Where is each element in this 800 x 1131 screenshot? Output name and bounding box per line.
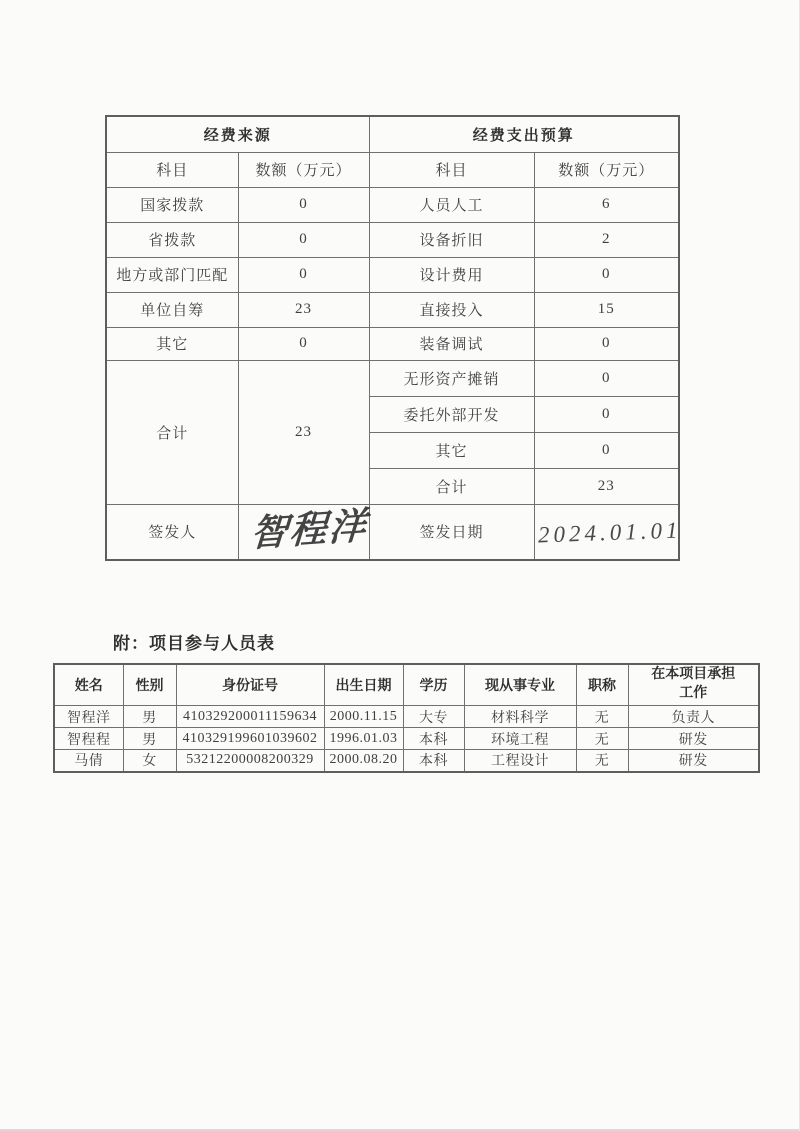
expense-item-label: 其它 bbox=[369, 432, 534, 468]
budget-row bbox=[106, 360, 679, 396]
person-id-number: 410329200011159634 bbox=[176, 706, 324, 728]
issuer-signature-cell bbox=[238, 504, 369, 560]
source-item-label: 地方或部门匹配 bbox=[106, 257, 238, 292]
expense-item-value: 0 bbox=[534, 257, 679, 292]
budget-expense-header: 经费支出预算 bbox=[369, 116, 679, 152]
source-item-value: 0 bbox=[238, 222, 369, 257]
col-header-birthdate: 出生日期 bbox=[324, 664, 403, 706]
source-item-value: 0 bbox=[238, 187, 369, 222]
person-birthdate: 2000.08.20 bbox=[324, 750, 403, 772]
person-id-number: 53212200008200329 bbox=[176, 750, 324, 772]
budget-row bbox=[106, 187, 679, 222]
person-project-role: 研发 bbox=[628, 728, 759, 750]
source-item-value: 23 bbox=[238, 292, 369, 327]
expense-amount-label: 数额（万元） bbox=[534, 152, 679, 187]
person-name: 智程洋 bbox=[54, 706, 123, 728]
person-title: 无 bbox=[576, 706, 628, 728]
person-birthdate: 1996.01.03 bbox=[324, 728, 403, 750]
source-item-value: 0 bbox=[238, 257, 369, 292]
issue-date-label: 签发日期 bbox=[369, 504, 534, 560]
col-header-title: 职称 bbox=[576, 664, 628, 706]
expense-subject-label: 科目 bbox=[369, 152, 534, 187]
expense-item-label: 直接投入 bbox=[369, 292, 534, 327]
person-education: 本科 bbox=[403, 750, 464, 772]
expense-item-label: 设计费用 bbox=[369, 257, 534, 292]
source-item-label: 省拨款 bbox=[106, 222, 238, 257]
person-gender: 男 bbox=[123, 728, 176, 750]
person-profession: 工程设计 bbox=[464, 750, 576, 772]
issue-date-handwriting: 2024.01.01 bbox=[537, 517, 682, 547]
person-birthdate: 2000.11.15 bbox=[324, 706, 403, 728]
issue-date-cell bbox=[534, 504, 682, 560]
col-header-gender: 性别 bbox=[123, 664, 176, 706]
source-amount-label: 数额（万元） bbox=[238, 152, 369, 187]
budget-table bbox=[105, 115, 680, 561]
expense-item-label: 设备折旧 bbox=[369, 222, 534, 257]
budget-row bbox=[106, 257, 679, 292]
person-gender: 女 bbox=[123, 750, 176, 772]
budget-row bbox=[106, 292, 679, 327]
expense-item-value: 0 bbox=[534, 432, 679, 468]
expense-item-value: 0 bbox=[534, 360, 679, 396]
person-gender: 男 bbox=[123, 706, 176, 728]
source-total-value: 23 bbox=[238, 360, 369, 504]
expense-item-label: 装备调试 bbox=[369, 327, 534, 360]
person-education: 大专 bbox=[403, 706, 464, 728]
issuer-signature-handwriting: 智程洋 bbox=[249, 505, 369, 555]
personnel-row bbox=[54, 706, 759, 728]
source-item-label: 国家拨款 bbox=[106, 187, 238, 222]
person-name: 智程程 bbox=[54, 728, 123, 750]
expense-item-label: 人员人工 bbox=[369, 187, 534, 222]
issuer-label: 签发人 bbox=[106, 504, 238, 560]
source-subject-label: 科目 bbox=[106, 152, 238, 187]
expense-item-label: 无形资产摊销 bbox=[369, 360, 534, 396]
person-title: 无 bbox=[576, 728, 628, 750]
expense-item-value: 2 bbox=[534, 222, 679, 257]
source-item-label: 单位自筹 bbox=[106, 292, 238, 327]
expense-item-value: 0 bbox=[534, 327, 679, 360]
budget-sign-row bbox=[106, 504, 679, 560]
col-header-profession: 现从事专业 bbox=[464, 664, 576, 706]
personnel-header-row bbox=[54, 664, 759, 706]
person-project-role: 研发 bbox=[628, 750, 759, 772]
expense-total-value: 23 bbox=[534, 468, 679, 504]
person-name: 马倩 bbox=[54, 750, 123, 772]
person-title: 无 bbox=[576, 750, 628, 772]
personnel-row bbox=[54, 728, 759, 750]
personnel-table-title: 附：项目参与人员表 bbox=[113, 634, 275, 653]
expense-item-label: 委托外部开发 bbox=[369, 396, 534, 432]
source-item-label: 其它 bbox=[106, 327, 238, 360]
person-education: 本科 bbox=[403, 728, 464, 750]
expense-item-value: 6 bbox=[534, 187, 679, 222]
expense-total-label: 合计 bbox=[369, 468, 534, 504]
budget-source-header: 经费来源 bbox=[106, 116, 369, 152]
expense-item-value: 15 bbox=[534, 292, 679, 327]
source-total-label: 合计 bbox=[106, 360, 238, 504]
col-header-project-role: 在本项目承担工作 bbox=[628, 664, 759, 706]
col-header-name: 姓名 bbox=[54, 664, 123, 706]
personnel-table bbox=[53, 663, 760, 773]
source-item-value: 0 bbox=[238, 327, 369, 360]
col-header-education: 学历 bbox=[403, 664, 464, 706]
personnel-row bbox=[54, 750, 759, 772]
person-project-role: 负责人 bbox=[628, 706, 759, 728]
budget-row bbox=[106, 327, 679, 360]
expense-item-value: 0 bbox=[534, 396, 679, 432]
budget-row bbox=[106, 222, 679, 257]
col-header-id-number: 身份证号 bbox=[176, 664, 324, 706]
person-id-number: 410329199601039602 bbox=[176, 728, 324, 750]
person-profession: 环境工程 bbox=[464, 728, 576, 750]
person-profession: 材料科学 bbox=[464, 706, 576, 728]
